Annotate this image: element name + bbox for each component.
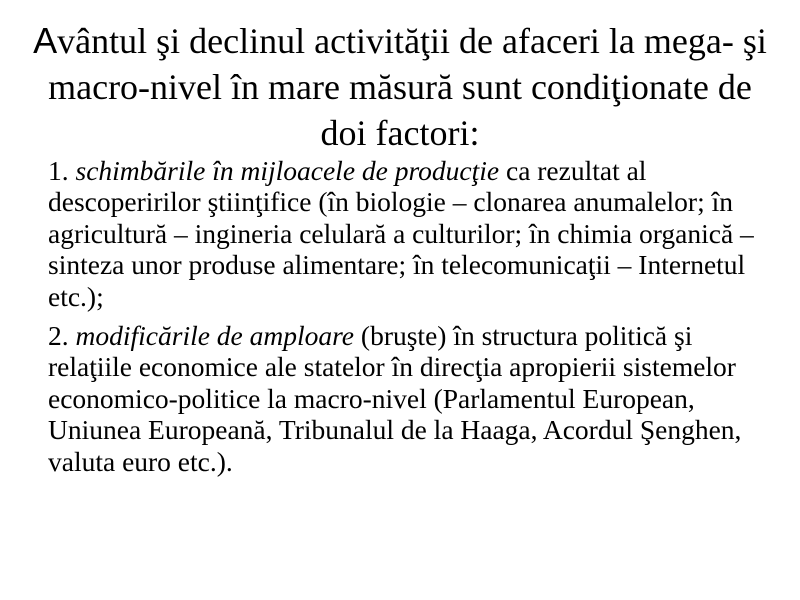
point-2-number: 2. xyxy=(48,320,69,352)
point-1 xyxy=(48,155,768,312)
point-1-emphasis: schimbările în mijloacele de producţie xyxy=(75,155,500,186)
slide-title xyxy=(30,18,770,156)
point-1-number: 1. xyxy=(48,155,69,186)
point-1-text: ca rezultat al descoperirilor ştiinţifice (în biologie – clonarea anumalelor; în agricultură – ingineria celulară a culturilor; în chimia organică – sinteza unor produse alimentare; în telecomunicaţii – Internetul etc.); xyxy=(48,155,754,312)
title-first-letter: A xyxy=(33,20,58,61)
title-text: vântul şi declinul activităţii de afaceri la mega- şi macro-nivel în mare măsură sunt condiţionate de doi factori: xyxy=(48,21,767,153)
point-2-emphasis: modificările de amploare xyxy=(75,320,355,352)
point-2-text: (bruşte) în structura politică şi relaţiile economice ale statelor în direcţia apropierii sistemelor economico-politice la macro-nivel (Parlamentul European, Uniunea Europeană, Tribunalul de la Haaga, Acordul Şenghen, valuta euro etc.). xyxy=(48,320,742,477)
point-2 xyxy=(48,320,768,477)
slide-body xyxy=(48,155,768,485)
